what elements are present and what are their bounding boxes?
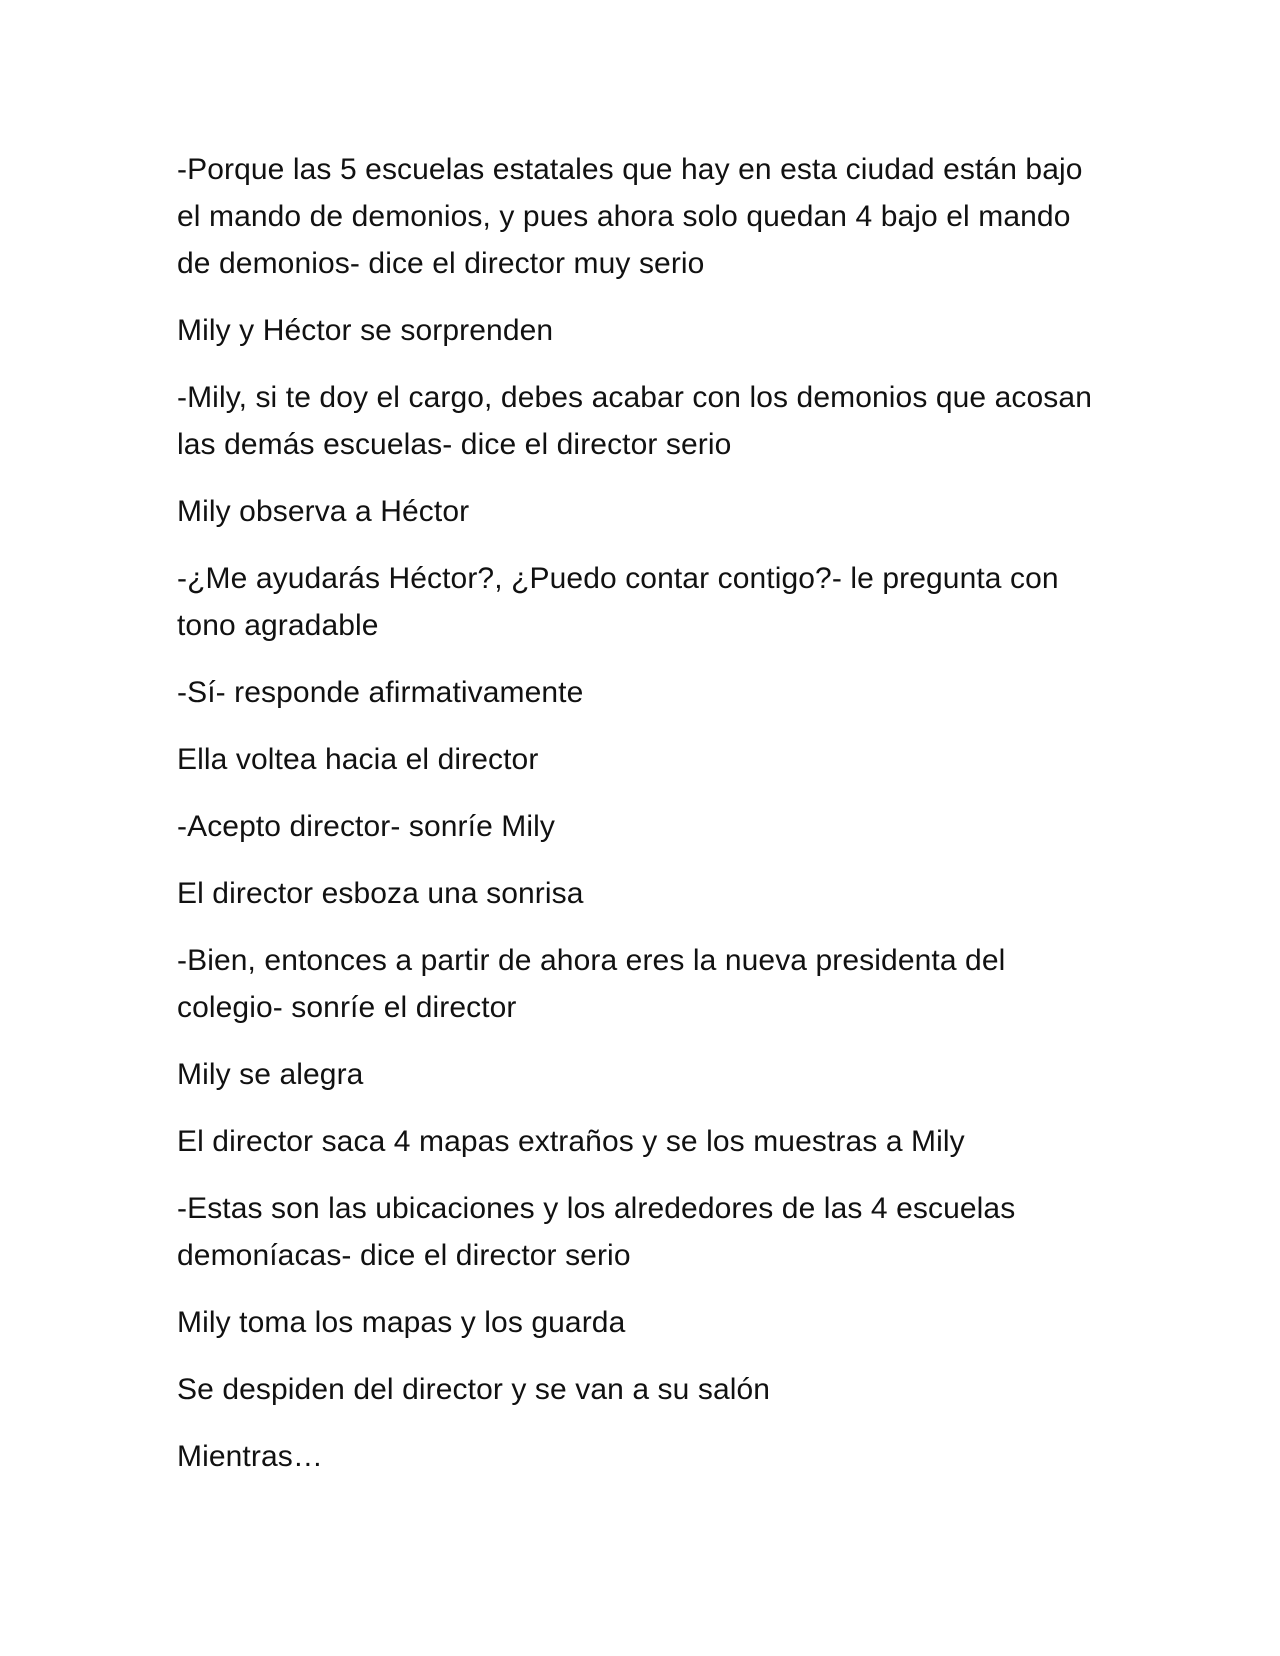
- paragraph: -¿Me ayudarás Héctor?, ¿Puedo contar contigo?- le pregunta con tono agradable: [177, 562, 1059, 642]
- paragraph: Mily y Héctor se sorprenden: [177, 314, 554, 347]
- paragraph: Se despiden del director y se van a su salón: [177, 1373, 771, 1406]
- paragraph: Mientras…: [177, 1440, 323, 1473]
- paragraph: El director esboza una sonrisa: [177, 877, 584, 910]
- paragraph: Mily toma los mapas y los guarda: [177, 1306, 626, 1339]
- paragraph: -Estas son las ubicaciones y los alrededores de las 4 escuelas demoníacas- dice el director serio: [177, 1192, 1016, 1272]
- paragraph: -Sí- responde afirmativamente: [177, 676, 584, 709]
- document-body: [177, 146, 1107, 1500]
- paragraph: Mily observa a Héctor: [177, 495, 470, 528]
- paragraph: El director saca 4 mapas extraños y se los muestras a Mily: [177, 1125, 965, 1158]
- paragraph: -Bien, entonces a partir de ahora eres la nueva presidenta del colegio- sonríe el director: [177, 944, 1006, 1024]
- paragraph: -Acepto director- sonríe Mily: [177, 810, 556, 843]
- paragraph: Mily se alegra: [177, 1058, 364, 1091]
- paragraph: Ella voltea hacia el director: [177, 743, 539, 776]
- paragraph: -Mily, si te doy el cargo, debes acabar con los demonios que acosan las demás escuelas- dice el director serio: [177, 381, 1092, 461]
- paragraph: -Porque las 5 escuelas estatales que hay en esta ciudad están bajo el mando de demonios, y pues ahora solo quedan 4 bajo el mando de demonios- dice el director muy serio: [177, 153, 1083, 280]
